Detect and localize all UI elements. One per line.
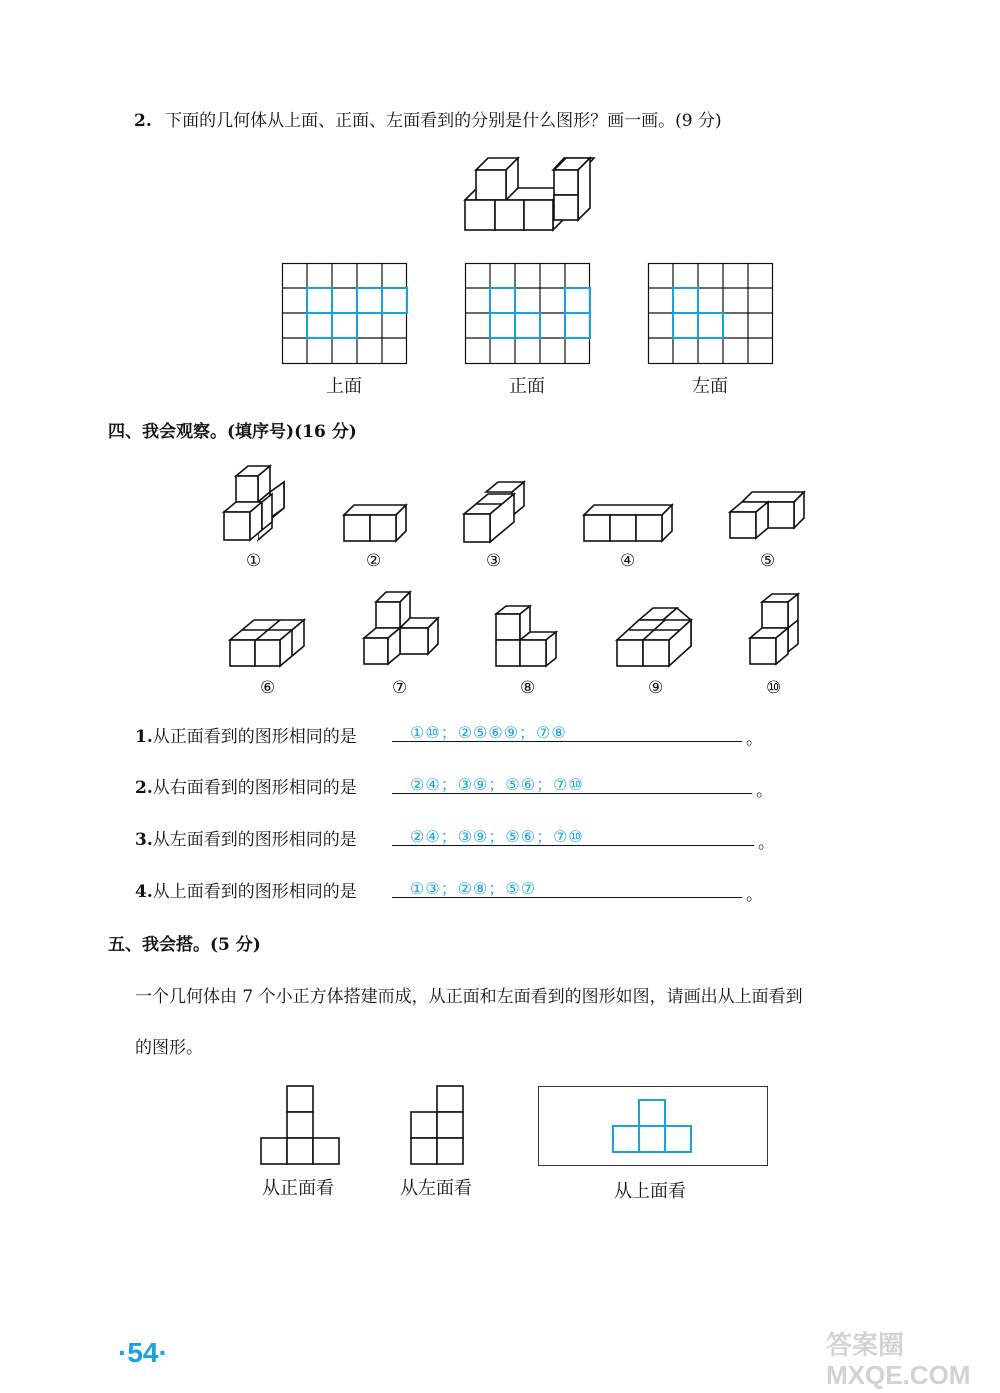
section-5-title: 五、我会搭。(5 分) [108, 935, 261, 955]
front-view-figure [260, 1085, 342, 1167]
cube-figure-3 [462, 482, 532, 544]
question-2 [134, 106, 722, 131]
section-5-text-line-2: 的图形。 [135, 1038, 203, 1058]
cube-figure-1 [222, 466, 292, 546]
grid-label-top: 上面 [326, 376, 362, 397]
cube-figure-7 [362, 592, 442, 668]
observe-question-4 [135, 877, 357, 902]
answer-text-1: ①⑩；②⑤⑥⑨；⑦⑧ [410, 723, 567, 742]
question-prompt: 从右面看到的图形相同的是 [152, 778, 357, 798]
figure-label-6: ⑥ [260, 678, 276, 698]
cube-figure-4 [582, 503, 674, 543]
period-3: 。 [758, 833, 775, 853]
figure-label-10: ⑩ [766, 678, 782, 698]
cube-figure-8 [494, 604, 564, 668]
cube-figure-10 [748, 592, 808, 670]
figure-label-9: ⑨ [648, 678, 664, 698]
section-4-title: 四、我会观察。(填序号)(16 分) [108, 422, 357, 442]
label-left-view: 从左面看 [400, 1178, 472, 1199]
question-prompt: 从上面看到的图形相同的是 [152, 882, 357, 902]
period-1: 。 [746, 729, 763, 749]
question-text: 下面的几何体从上面、正面、左面看到的分别是什么图形？画一画。(9 分) [165, 111, 722, 131]
page-number-dot-right: · [158, 1337, 168, 1368]
answer-text-2: ②④；③⑨；⑤⑥；⑦⑩ [410, 775, 584, 794]
figure-label-1: ① [246, 551, 262, 571]
observe-question-1 [135, 722, 357, 747]
figure-label-2: ② [366, 551, 382, 571]
page-number [118, 1337, 168, 1369]
answer-text-3: ②④；③⑨；⑤⑥；⑦⑩ [410, 827, 584, 846]
cube-figure-6 [228, 618, 308, 670]
left-view-figure [410, 1085, 468, 1167]
top-view-answer-figure [612, 1099, 694, 1155]
watermark: 答案圈 MXQE.COM [826, 1330, 971, 1390]
view-grid-front [465, 263, 591, 365]
figure-label-5: ⑤ [760, 551, 776, 571]
question-number: 4. [135, 882, 153, 902]
question-prompt: 从左面看到的图形相同的是 [152, 830, 357, 850]
view-grid-top [282, 263, 408, 365]
grid-label-left: 左面 [692, 376, 728, 397]
cube-figure-q2 [460, 150, 600, 240]
question-prompt: 从正面看到的图形相同的是 [152, 727, 357, 747]
cube-figure-5 [728, 492, 808, 542]
figure-label-3: ③ [486, 551, 502, 571]
page-number-value: 54 [127, 1337, 159, 1368]
observe-question-3 [135, 825, 357, 850]
page-number-dot-left: · [118, 1337, 128, 1368]
period-4: 。 [746, 885, 763, 905]
question-number: 2. [134, 111, 152, 131]
cube-figure-2 [342, 503, 412, 543]
label-front-view: 从正面看 [262, 1178, 334, 1199]
section-5-text-line-1: 一个几何体由 7 个小正方体搭建而成，从正面和左面看到的图形如图，请画出从上面看到 [135, 987, 803, 1007]
observe-question-2 [135, 773, 357, 798]
cube-figure-9 [615, 606, 695, 668]
period-2: 。 [756, 781, 773, 801]
view-grid-left [648, 263, 774, 365]
label-top-view: 从上面看 [614, 1181, 686, 1202]
answer-text-4: ①③；②⑧；⑤⑦ [410, 879, 537, 898]
question-number: 1. [135, 727, 153, 747]
question-number: 2. [135, 778, 153, 798]
figure-label-8: ⑧ [520, 678, 536, 698]
figure-label-7: ⑦ [392, 678, 408, 698]
grid-label-front: 正面 [509, 376, 545, 397]
question-number: 3. [135, 830, 153, 850]
figure-label-4: ④ [620, 551, 636, 571]
